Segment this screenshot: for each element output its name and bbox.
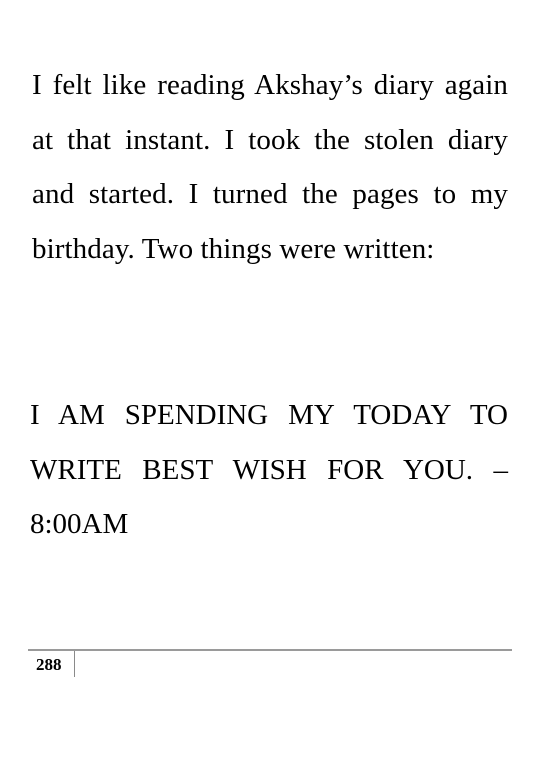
diary-entry-paragraph: I AM SPENDING MY TODAY TO WRITE BEST WISH FOR YOU. – 8:00AM	[30, 399, 508, 540]
page-number-divider	[74, 651, 75, 677]
narrative-paragraph: I felt like reading Akshay’s diary again at that instant. I took the stolen diary and started. I turned the pages to my birthday. Two things were written:	[32, 69, 508, 265]
page-number: 288	[36, 655, 62, 674]
footer-divider-line	[28, 649, 512, 651]
